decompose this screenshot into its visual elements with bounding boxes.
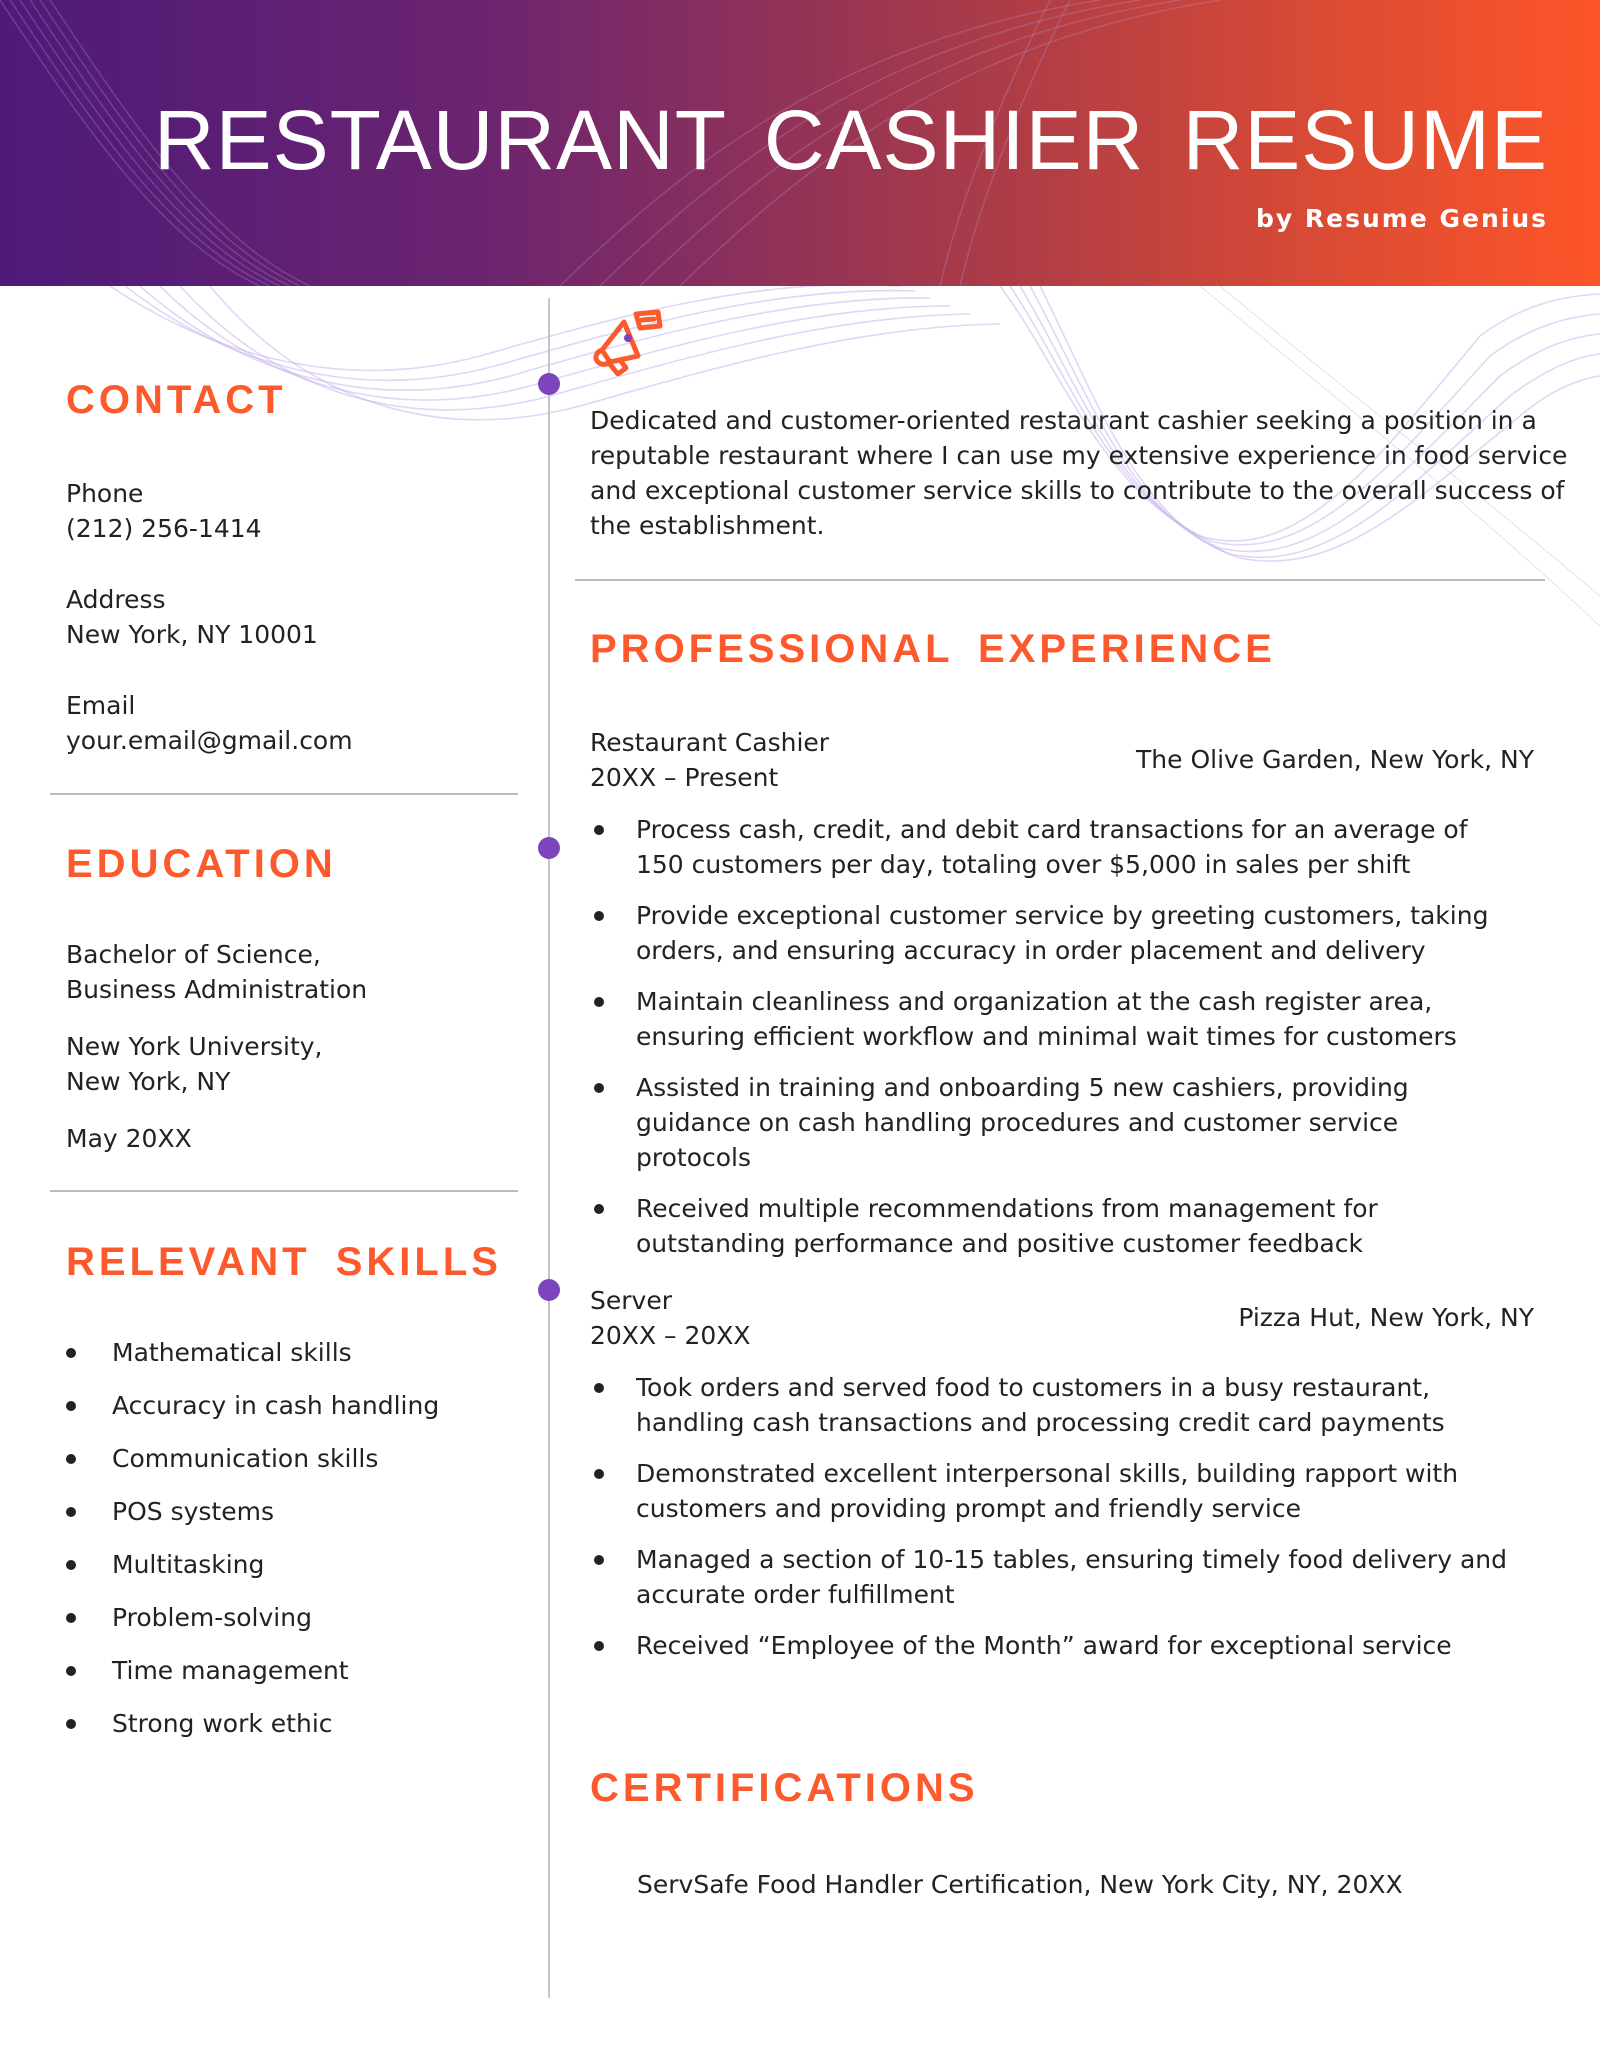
job-1-bullets <box>590 812 1520 1277</box>
summary-line-4: the establishment. <box>590 511 825 540</box>
job-bullet: Provide exceptional customer service by greeting customers, taking orders, and ensuring accuracy in order placement and delivery <box>590 898 1520 968</box>
resume-header <box>0 0 1600 286</box>
timeline-dot-job-2 <box>538 1279 560 1301</box>
skill-item: Communication skills <box>66 1441 439 1494</box>
certification-item: ServSafe Food Handler Certification, New York City, NY, 20XX <box>637 1870 1403 1899</box>
email-label: Email <box>66 691 136 720</box>
skill-item: Accuracy in cash handling <box>66 1388 439 1441</box>
job-2-bullets <box>590 1370 1520 1679</box>
skill-item: POS systems <box>66 1494 439 1547</box>
job-bullet: Took orders and served food to customers in a busy restaurant, handling cash transactions and processing credit card payments <box>590 1370 1520 1440</box>
experience-heading: PROFESSIONAL EXPERIENCE <box>590 627 1276 671</box>
phone-label: Phone <box>66 479 144 508</box>
timeline-dot-job-1 <box>538 837 560 859</box>
timeline-line <box>548 298 550 1998</box>
job-1-role: Restaurant Cashier <box>590 728 830 757</box>
education-date: May 20XX <box>66 1124 192 1153</box>
job-2-role: Server <box>590 1286 672 1315</box>
job-bullet: Received multiple recommendations from management for outstanding performance and positive customer feedback <box>590 1191 1520 1261</box>
address-value: New York, NY 10001 <box>66 620 318 649</box>
summary-divider <box>575 579 1545 581</box>
degree-line-1: Bachelor of Science, <box>66 940 321 969</box>
school-line-1: New York University, <box>66 1032 323 1061</box>
summary-line-3: and exceptional customer service skills to contribute to the overall success of <box>590 476 1565 505</box>
contact-divider <box>50 793 518 795</box>
email-value[interactable]: your.email@gmail.com <box>66 726 353 755</box>
resume-byline: by Resume Genius <box>1255 204 1548 233</box>
job-bullet: Process cash, credit, and debit card transactions for an average of 150 customers per day, totaling over $5,000 in sales per shift <box>590 812 1520 882</box>
skill-item: Time management <box>66 1653 439 1706</box>
skills-list <box>66 1335 439 1759</box>
summary-line-1: Dedicated and customer-oriented restaurant cashier seeking a position in a <box>590 406 1537 435</box>
summary-line-2: reputable restaurant where I can use my extensive experience in food service <box>590 441 1568 470</box>
job-bullet: Received “Employee of the Month” award for exceptional service <box>590 1628 1520 1663</box>
skill-item: Strong work ethic <box>66 1706 439 1759</box>
job-bullet: Maintain cleanliness and organization at the cash register area, ensuring efficient workflow and minimal wait times for customers <box>590 984 1520 1054</box>
skills-heading: RELEVANT SKILLS <box>66 1240 502 1284</box>
job-bullet: Demonstrated excellent interpersonal skills, building rapport with customers and providing prompt and friendly service <box>590 1456 1520 1526</box>
degree-line-2: Business Administration <box>66 975 368 1004</box>
job-2-company: Pizza Hut, New York, NY <box>1238 1303 1534 1332</box>
timeline-dot-summary <box>538 373 560 395</box>
education-divider <box>50 1190 518 1192</box>
school-line-2: New York, NY <box>66 1067 231 1096</box>
skill-item: Multitasking <box>66 1547 439 1600</box>
job-bullet: Managed a section of 10-15 tables, ensuring timely food delivery and accurate order fulfillment <box>590 1542 1520 1612</box>
education-heading: EDUCATION <box>66 842 337 886</box>
megaphone-icon <box>588 306 670 376</box>
job-2-dates: 20XX – 20XX <box>590 1321 751 1350</box>
job-1-company: The Olive Garden, New York, NY <box>1136 745 1534 774</box>
job-1-dates: 20XX – Present <box>590 763 779 792</box>
phone-value[interactable]: (212) 256-1414 <box>66 514 262 543</box>
job-bullet: Assisted in training and onboarding 5 new cashiers, providing guidance on cash handling procedures and customer service protocols <box>590 1070 1520 1175</box>
skill-item: Mathematical skills <box>66 1335 439 1388</box>
certifications-heading: CERTIFICATIONS <box>590 1766 979 1810</box>
skill-item: Problem-solving <box>66 1600 439 1653</box>
address-label: Address <box>66 585 166 614</box>
contact-heading: CONTACT <box>66 378 287 422</box>
resume-title: RESTAURANT CASHIER RESUME <box>153 93 1548 187</box>
